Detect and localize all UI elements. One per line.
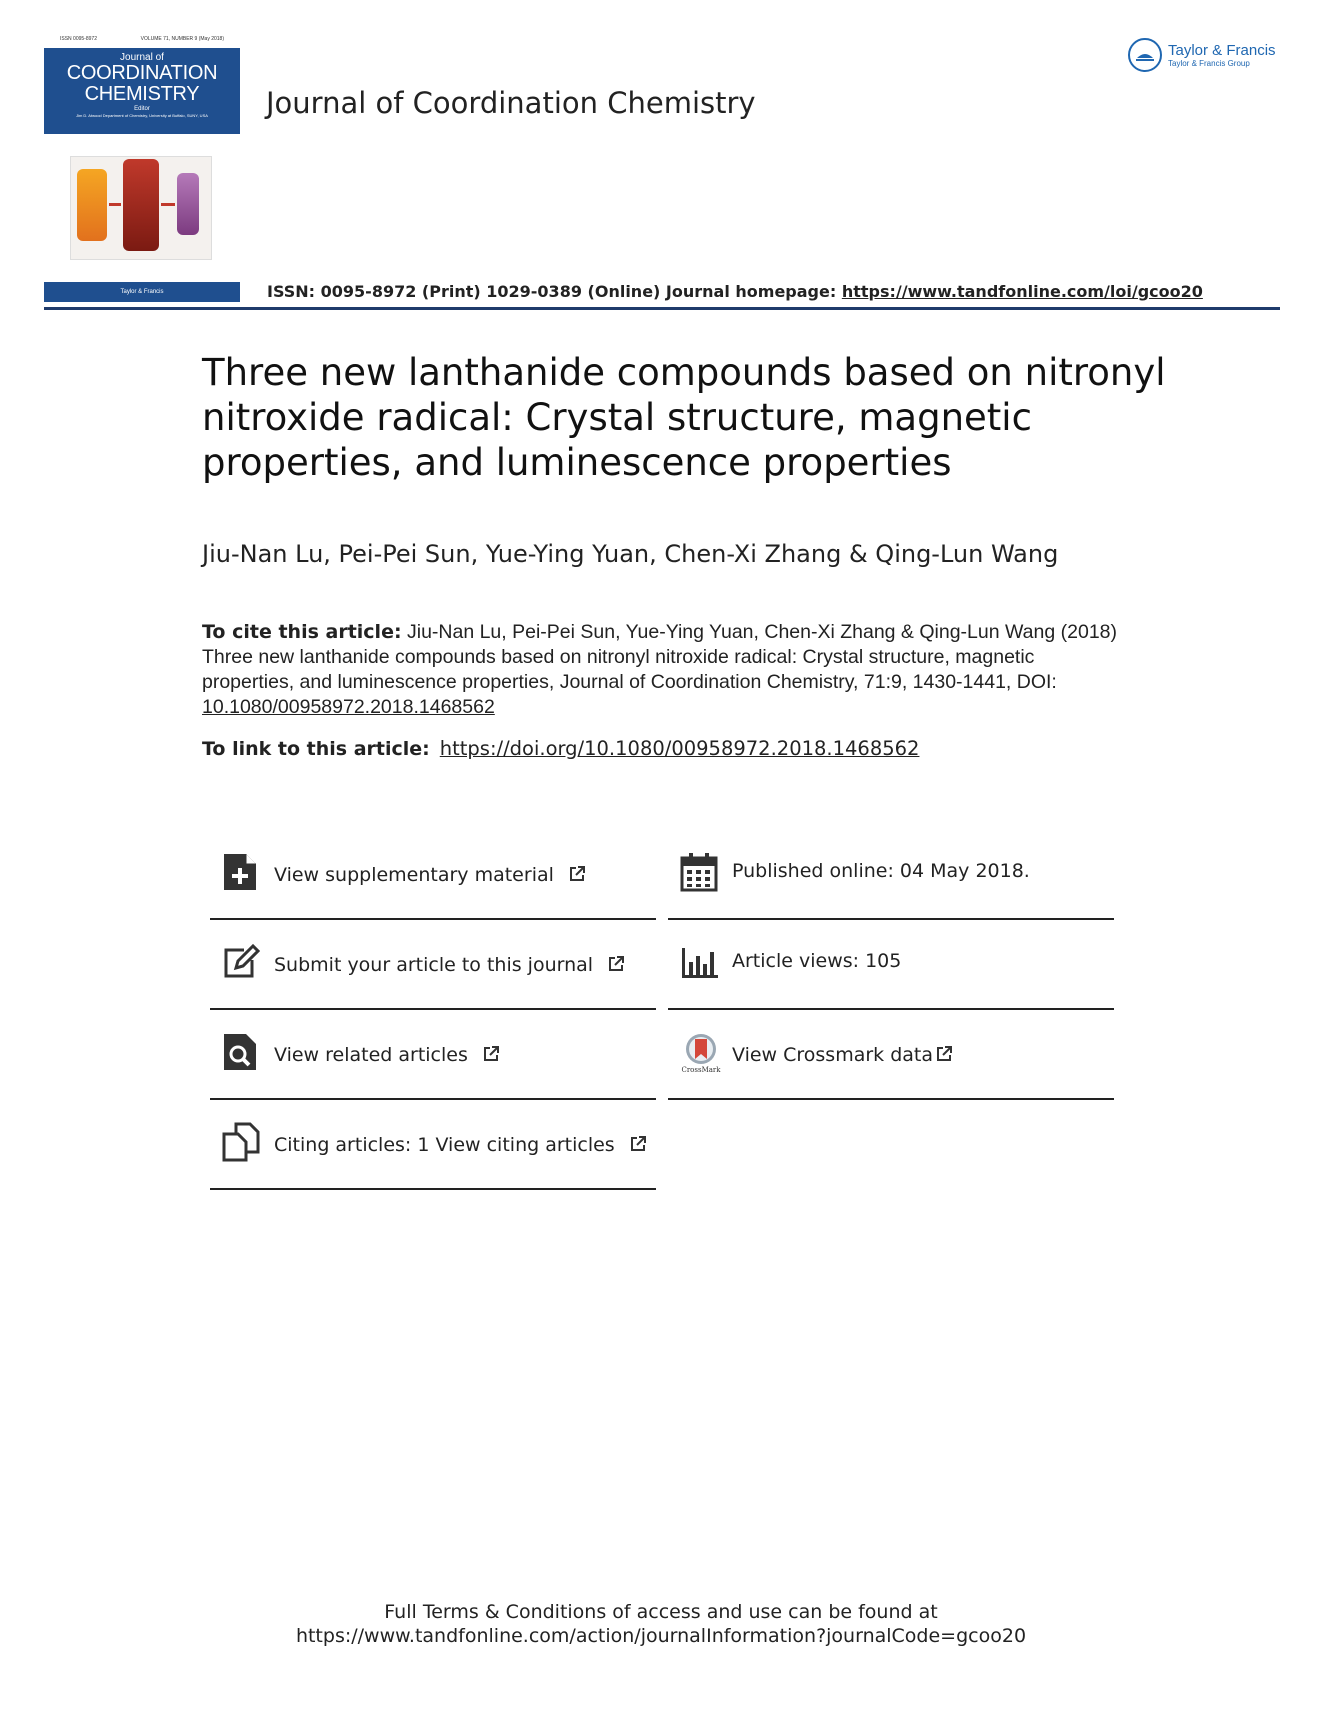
journal-homepage-link[interactable]: https://www.tandfonline.com/loi/gcoo20 (841, 282, 1203, 301)
cover-title-line1: COORDINATION (66, 62, 218, 84)
terms-footer-line1: Full Terms & Conditions of access and use can be found at (384, 1601, 938, 1623)
citation-doi-link[interactable]: 10.1080/00958972.2018.1468562 (202, 696, 495, 718)
copy-documents-icon (222, 1122, 258, 1162)
publisher-logo[interactable] (1128, 38, 1276, 72)
article-link-line (202, 737, 919, 760)
crossmark-label: View Crossmark data (732, 1044, 934, 1066)
file-plus-icon (222, 852, 258, 892)
citation-lead: To cite this article: (202, 621, 402, 643)
journal-cover (44, 36, 240, 302)
external-link-icon (607, 955, 625, 978)
cover-art-red-block (123, 159, 159, 251)
terms-footer (0, 1600, 1322, 1648)
published-online-info (668, 830, 1114, 920)
article-link-lead: To link to this article: (202, 738, 430, 760)
cover-issn: ISSN 0095-8972 (60, 36, 97, 42)
article-title: Three new lanthanide compounds based on nitronyl nitroxide radical: Crystal structure, magnetic properties, and luminescence properties (202, 351, 1166, 484)
citation-block (202, 620, 1122, 720)
crossmark-icon (680, 1032, 721, 1074)
cover-art-purple-block (177, 173, 199, 235)
header-divider (44, 307, 1280, 310)
cover-art-orange-block (77, 169, 107, 241)
citing-articles-label: Citing articles: 1 View citing articles (274, 1134, 615, 1156)
document-search-icon (222, 1032, 258, 1072)
cover-journal-of: Journal of (120, 52, 164, 63)
related-articles-link[interactable] (210, 1010, 656, 1100)
external-link-icon (568, 865, 586, 888)
publisher-group: Taylor & Francis Group (1168, 58, 1250, 68)
supplementary-label: View supplementary material (274, 864, 554, 886)
citation-text: Jiu-Nan Lu, Pei-Pei Sun, Yue-Ying Yuan, Chen-Xi Zhang & Qing-Lun Wang (2018) Three new lanthanide compounds based on nitronyl nitroxide radical: Crystal structure, magnetic properties, and luminescence properties, Journal of Coordination Chemistry, 71:9, 1430-1441, DOI: (202, 621, 1117, 693)
supplementary-material-link[interactable] (210, 830, 656, 920)
publisher-name: Taylor & Francis (1168, 41, 1276, 59)
cover-art-arrow (161, 203, 175, 206)
cover-art-arrow (109, 203, 121, 206)
cover-top-line (44, 36, 240, 44)
article-views-info (668, 920, 1114, 1010)
submit-article-link[interactable] (210, 920, 656, 1010)
cover-publisher-bar: Taylor & Francis (44, 282, 240, 302)
terms-footer-url[interactable]: https://www.tandfonline.com/action/journalInformation?journalCode=gcoo20 (295, 1625, 1027, 1647)
article-views-label: Article views: 105 (732, 950, 902, 972)
cover-title-line2: CHEMISTRY (84, 83, 200, 105)
cover-artwork (70, 156, 212, 260)
issn-line (267, 282, 1203, 301)
edit-pencil-icon (222, 942, 258, 982)
submit-article-label: Submit your article to this journal (274, 954, 594, 976)
cover-volume: VOLUME 71, NUMBER 9 (May 2018) (140, 36, 224, 42)
teapot-lamp-icon (1128, 38, 1162, 72)
crossmark-logo-text: CrossMark (681, 1066, 721, 1074)
issn-text: ISSN: 0095-8972 (Print) 1029-0389 (Online) Journal homepage: (267, 282, 842, 301)
publisher-logo-text (1168, 43, 1276, 68)
external-link-icon (482, 1045, 500, 1068)
cover-banner (44, 48, 240, 134)
calendar-icon (680, 852, 716, 892)
related-articles-label: View related articles (274, 1044, 468, 1066)
cover-editor-label: Editor (134, 106, 150, 112)
crossmark-link[interactable] (668, 1010, 1114, 1100)
published-online-label: Published online: 04 May 2018. (732, 860, 1030, 882)
article-authors: Jiu-Nan Lu, Pei-Pei Sun, Yue-Ying Yuan, Chen-Xi Zhang & Qing-Lun Wang (202, 540, 1059, 568)
bar-chart-icon (680, 942, 716, 982)
external-link-icon (629, 1135, 647, 1158)
article-doi-link[interactable]: https://doi.org/10.1080/00958972.2018.1468562 (439, 737, 920, 760)
external-link-icon (935, 1045, 953, 1068)
citing-articles-link[interactable] (210, 1100, 656, 1190)
journal-title: Journal of Coordination Chemistry (266, 86, 756, 120)
cover-editor-name: Jim D. Atwood Department of Chemistry, University at Buffalo, SUNY, USA (76, 113, 208, 118)
